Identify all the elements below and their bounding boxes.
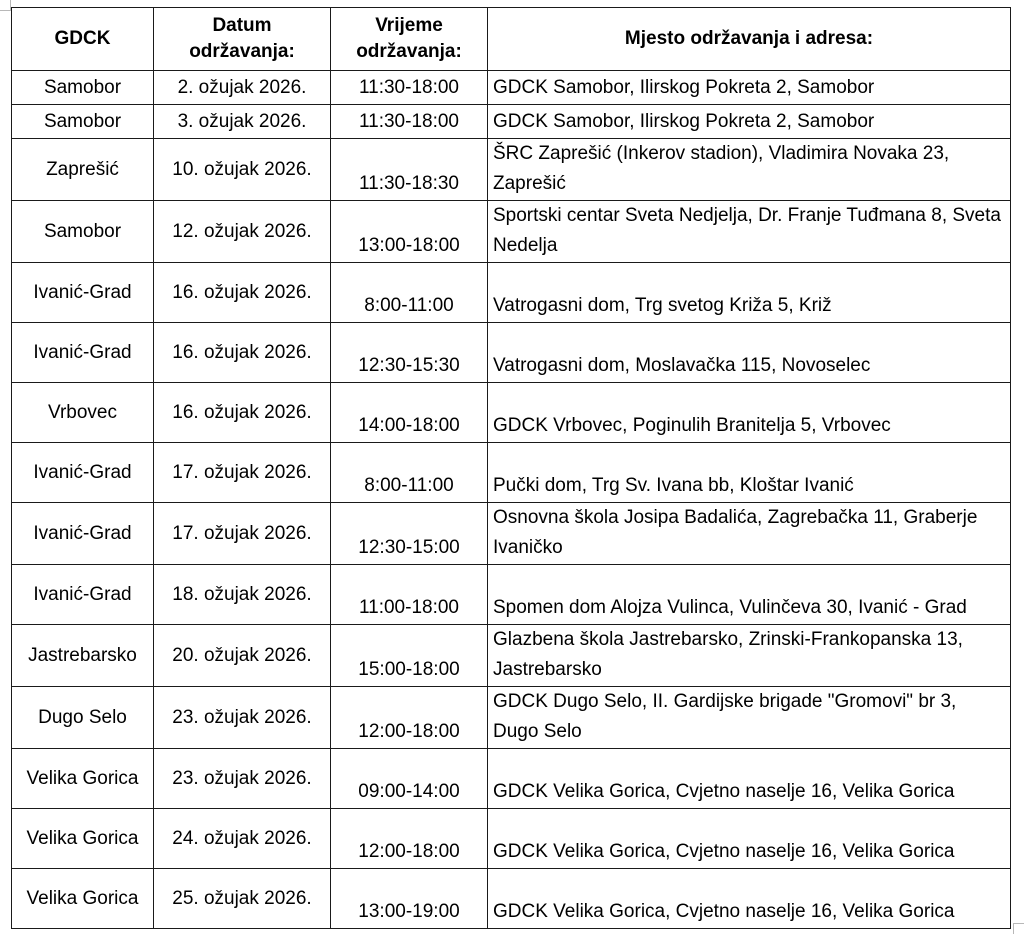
cell-city: Velika Gorica [12,749,154,809]
cell-date: 23. ožujak 2026. [154,687,331,749]
cell-date: 23. ožujak 2026. [154,749,331,809]
cell-place: Spomen dom Alojza Vulinca, Vulinčeva 30, Ivanić - Grad [488,565,1011,625]
cell-time: 8:00-11:00 [331,443,488,503]
cell-place: GDCK Vrbovec, Poginulih Branitelja 5, Vrbovec [488,383,1011,443]
cell-city: Velika Gorica [12,809,154,869]
cell-date: 18. ožujak 2026. [154,565,331,625]
cell-time: 11:30-18:00 [331,71,488,105]
cell-city: Samobor [12,71,154,105]
cell-date: 16. ožujak 2026. [154,263,331,323]
cell-time: 11:00-18:00 [331,565,488,625]
cell-place: GDCK Velika Gorica, Cvjetno naselje 16, Velika Gorica [488,809,1011,869]
cell-time: 13:00-18:00 [331,201,488,263]
cell-date: 16. ožujak 2026. [154,383,331,443]
cell-city: Ivanić-Grad [12,565,154,625]
cell-place: Vatrogasni dom, Moslavačka 115, Novoselec [488,323,1011,383]
cell-date: 17. ožujak 2026. [154,443,331,503]
cell-date: 16. ožujak 2026. [154,323,331,383]
cell-date: 10. ožujak 2026. [154,139,331,201]
cell-date: 3. ožujak 2026. [154,105,331,139]
cell-time: 11:30-18:30 [331,139,488,201]
header-gdck: GDCK [12,8,154,71]
table-row [12,383,1011,443]
cell-place: GDCK Samobor, Ilirskog Pokreta 2, Samobor [488,105,1011,139]
table-header [12,8,1011,71]
cell-place: Sportski centar Sveta Nedjelja, Dr. Franje Tuđmana 8, Sveta Nedelja [488,201,1011,263]
cell-time: 11:30-18:00 [331,105,488,139]
cell-date: 25. ožujak 2026. [154,869,331,929]
table-row [12,687,1011,749]
header-date: Datum održavanja: [154,8,331,71]
table-row [12,503,1011,565]
table-row [12,201,1011,263]
cell-place: Pučki dom, Trg Sv. Ivana bb, Kloštar Ivanić [488,443,1011,503]
cell-place: ŠRC Zaprešić (Inkerov stadion), Vladimira Novaka 23, Zaprešić [488,139,1011,201]
cell-city: Dugo Selo [12,687,154,749]
cell-city: Ivanić-Grad [12,443,154,503]
header-row [12,8,1011,71]
header-time: Vrijeme održavanja: [331,8,488,71]
cell-place: GDCK Velika Gorica, Cvjetno naselje 16, Velika Gorica [488,749,1011,809]
cell-place: GDCK Samobor, Ilirskog Pokreta 2, Samobor [488,71,1011,105]
cell-city: Ivanić-Grad [12,323,154,383]
cell-city: Ivanić-Grad [12,503,154,565]
table-row [12,625,1011,687]
table-row [12,749,1011,809]
cell-time: 12:30-15:00 [331,503,488,565]
cell-place: Glazbena škola Jastrebarsko, Zrinski-Frankopanska 13, Jastrebarsko [488,625,1011,687]
cell-date: 12. ožujak 2026. [154,201,331,263]
corner-crop-mark-top [0,0,11,11]
cell-place: GDCK Dugo Selo, II. Gardijske brigade "Gromovi" br 3, Dugo Selo [488,687,1011,749]
cell-place: GDCK Velika Gorica, Cvjetno naselje 16, Velika Gorica [488,869,1011,929]
corner-crop-mark-bottom [1013,923,1024,934]
cell-time: 09:00-14:00 [331,749,488,809]
table-row [12,443,1011,503]
cell-time: 13:00-19:00 [331,869,488,929]
table-row [12,869,1011,929]
table-row [12,71,1011,105]
cell-date: 20. ožujak 2026. [154,625,331,687]
table-row [12,105,1011,139]
blood-donation-schedule-table [11,7,1011,929]
cell-city: Ivanić-Grad [12,263,154,323]
cell-place: Vatrogasni dom, Trg svetog Križa 5, Križ [488,263,1011,323]
table-row [12,139,1011,201]
cell-city: Jastrebarsko [12,625,154,687]
cell-time: 14:00-18:00 [331,383,488,443]
cell-time: 12:00-18:00 [331,687,488,749]
cell-city: Samobor [12,201,154,263]
cell-date: 24. ožujak 2026. [154,809,331,869]
cell-time: 12:30-15:30 [331,323,488,383]
table-row [12,809,1011,869]
header-place: Mjesto održavanja i adresa: [488,8,1011,71]
cell-city: Vrbovec [12,383,154,443]
table-body [12,71,1011,929]
cell-time: 15:00-18:00 [331,625,488,687]
table-row [12,565,1011,625]
cell-place: Osnovna škola Josipa Badalića, Zagrebačka 11, Graberje Ivaničko [488,503,1011,565]
cell-city: Samobor [12,105,154,139]
cell-date: 2. ožujak 2026. [154,71,331,105]
cell-time: 8:00-11:00 [331,263,488,323]
cell-date: 17. ožujak 2026. [154,503,331,565]
cell-time: 12:00-18:00 [331,809,488,869]
table-row [12,323,1011,383]
cell-city: Zaprešić [12,139,154,201]
table-row [12,263,1011,323]
cell-city: Velika Gorica [12,869,154,929]
